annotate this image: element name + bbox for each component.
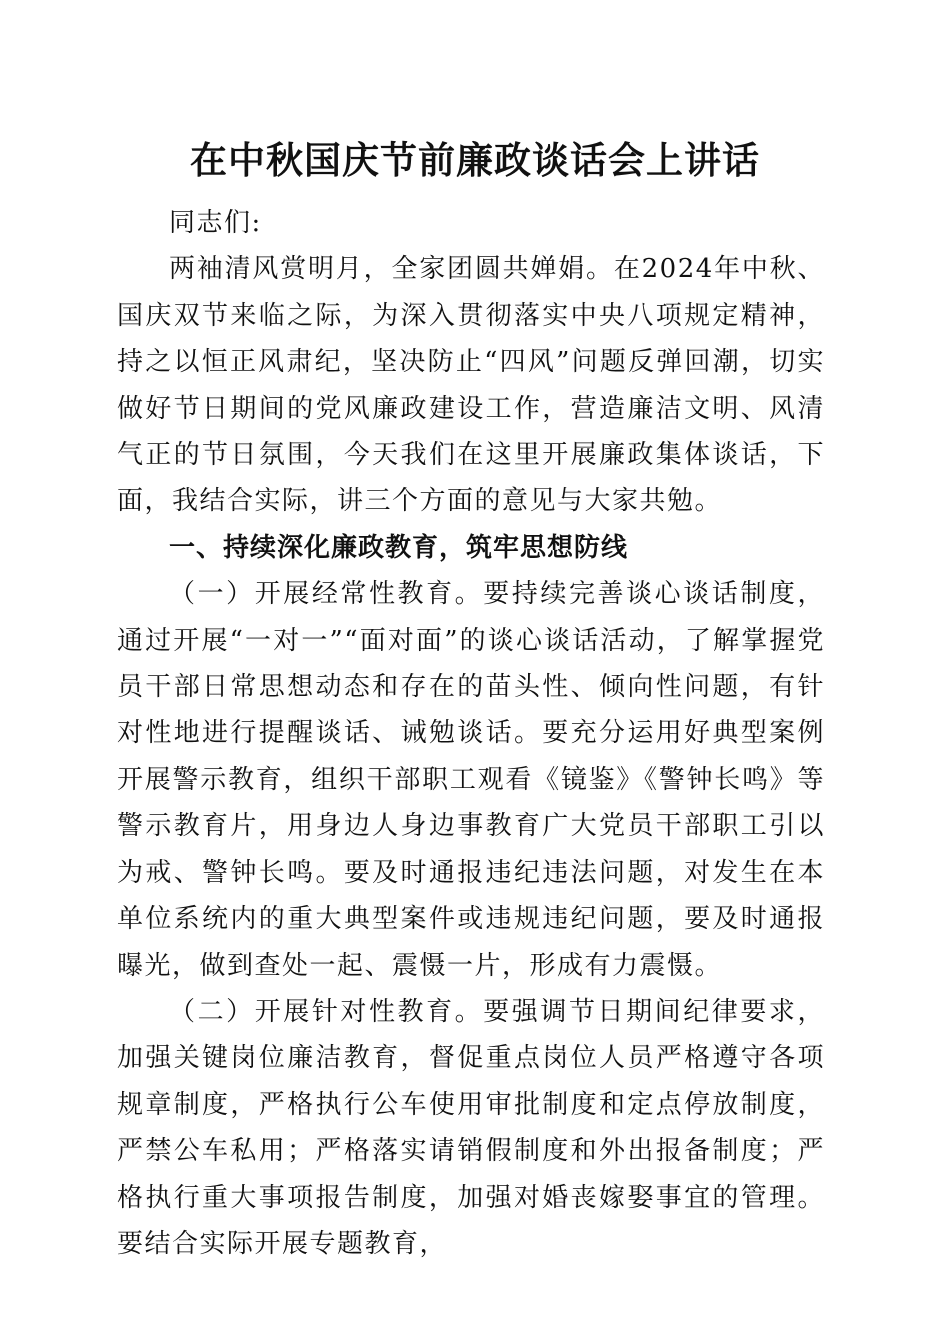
- salutation: 同志们:: [169, 208, 262, 238]
- document-title: 在中秋国庆节前廉政谈话会上讲话: [190, 138, 760, 182]
- document-body: [117, 200, 825, 1267]
- intro-paragraph: 两袖清风赏明月，全家团圆共婵娟。在2024年中秋、国庆双节来临之际，为深入贯彻落实中央八项规定精神，持之以恒正风肃纪，坚决防止“四风”问题反弹回潮，切实做好节日期间的党风廉政建设工作，营造廉洁文明、风清气正的节日氛围，今天我们在这里开展廉政集体谈话，下面，我结合实际，讲三个方面的意见与大家共勉。: [117, 254, 825, 517]
- subsection-2-paragraph: （二）开展针对性教育。要强调节日期间纪律要求，加强关键岗位廉洁教育，督促重点岗位人员严格遵守各项规章制度，严格执行公车使用审批制度和定点停放制度，严禁公车私用；严格落实请销假制度和外出报备制度；严格执行重大事项报告制度，加强对婚丧嫁娶事宜的管理。要结合实际开展专题教育，: [117, 996, 825, 1259]
- section-heading-1: 一、持续深化廉政教育，筑牢思想防线: [169, 532, 629, 563]
- subsection-1-paragraph: （一）开展经常性教育。要持续完善谈心谈话制度，通过开展“一对一”“面对面”的谈心谈话活动，了解掌握党员干部日常思想动态和存在的苗头性、倾向性问题，有针对性地进行提醒谈话、诫勉谈话。要充分运用好典型案例开展警示教育，组织干部职工观看《镜鉴》《警钟长鸣》等警示教育片，用身边人身边事教育广大党员干部职工引以为戒、警钟长鸣。要及时通报违纪违法问题，对发生在本单位系统内的重大典型案件或违规违纪问题，要及时通报曝光，做到查处一起、震慑一片，形成有力震慑。: [117, 579, 825, 981]
